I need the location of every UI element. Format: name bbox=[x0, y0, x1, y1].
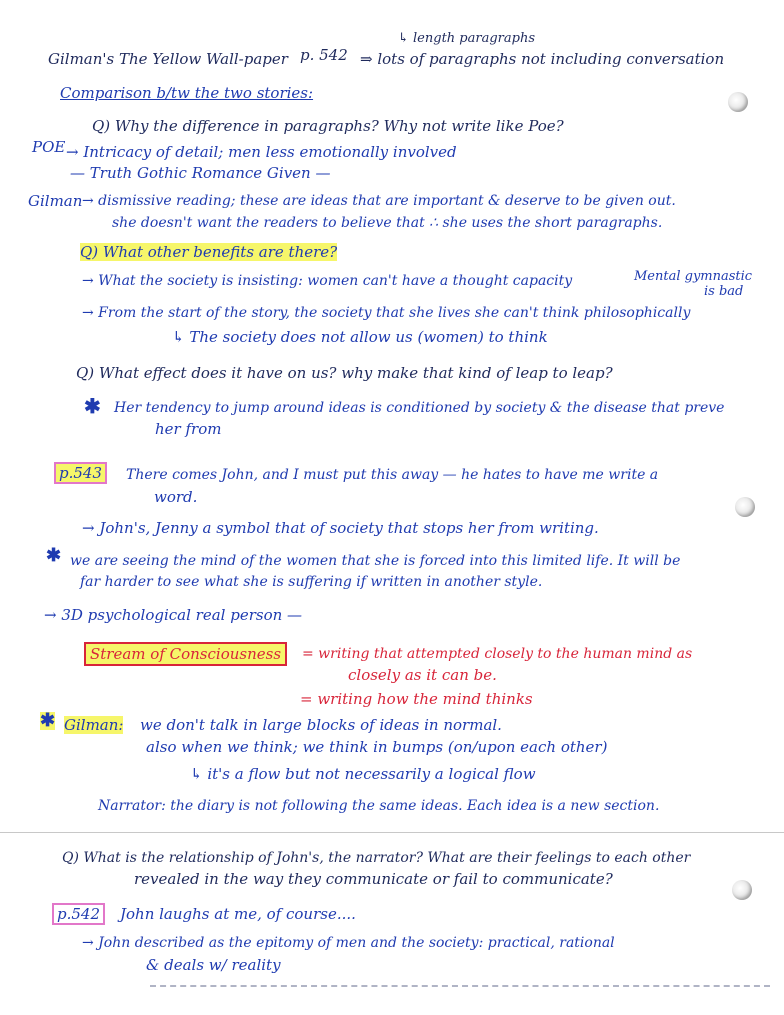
section-heading: Comparison b/tw the two stories: bbox=[60, 84, 314, 102]
note-line: ↳ The society does not allow us (women) to think bbox=[172, 328, 548, 346]
star-icon: ✱ bbox=[40, 710, 56, 731]
hole-punch-icon bbox=[732, 880, 752, 900]
note-label: Gilman bbox=[28, 192, 83, 210]
note-line: → What the society is insisting: women can't have a thought capacity bbox=[82, 273, 573, 289]
cut-off-line bbox=[150, 985, 770, 987]
margin-note: Mental gymnastic bbox=[634, 269, 753, 284]
note-line: ↳ length paragraphs bbox=[398, 31, 535, 46]
page-divider bbox=[0, 832, 784, 833]
note-line: she doesn't want the readers to believe that ∴ she uses the short paragraphs. bbox=[112, 215, 663, 231]
question-line: Q) What other benefits are there? bbox=[80, 243, 338, 261]
page-reference: p.543 bbox=[54, 462, 107, 484]
question-line: Q) What effect does it have on us? why make that kind of leap to leap? bbox=[76, 364, 613, 382]
note-line: her from bbox=[155, 420, 222, 438]
quote-line: There comes John, and I must put this away — he hates to have me write a bbox=[126, 467, 659, 483]
note-line: → 3D psychological real person — bbox=[44, 606, 303, 624]
note-line: ↳ it's a flow but not necessarily a logical flow bbox=[190, 765, 536, 783]
question-line: Q) What is the relationship of John's, the narrator? What are their feelings to each other bbox=[62, 850, 691, 866]
page-reference: p. 542 bbox=[300, 46, 348, 64]
note-line: also when we think; we think in bumps (on/upon each other) bbox=[146, 738, 608, 756]
definition-line: = writing how the mind thinks bbox=[300, 690, 533, 708]
star-icon: ✱ bbox=[46, 545, 62, 566]
note-line: — Truth Gothic Romance Given — bbox=[70, 164, 331, 182]
quote-line: John laughs at me, of course.... bbox=[120, 905, 356, 923]
note-line: we don't talk in large blocks of ideas in normal. bbox=[140, 716, 502, 734]
margin-note: is bad bbox=[704, 284, 744, 299]
definition-line: = writing that attempted closely to the human mind as bbox=[302, 646, 693, 662]
note-line: ⇒ lots of paragraphs not including conversation bbox=[360, 50, 725, 68]
page-reference: p.542 bbox=[52, 903, 105, 925]
quote-line: word. bbox=[154, 488, 198, 506]
question-line: revealed in the way they communicate or fail to communicate? bbox=[134, 870, 613, 888]
definition-line: closely as it can be. bbox=[348, 666, 497, 684]
star-icon: ✱ bbox=[84, 394, 101, 418]
note-line: we are seeing the mind of the women that she is forced into this limited life. It will be bbox=[70, 553, 681, 569]
note-line: Her tendency to jump around ideas is conditioned by society & the disease that preve bbox=[114, 400, 725, 416]
note-line: Narrator: the diary is not following the same ideas. Each idea is a new section. bbox=[98, 798, 660, 814]
note-line: & deals w/ reality bbox=[146, 956, 281, 974]
note-line: Gilman's The Yellow Wall-paper bbox=[48, 50, 288, 68]
question-line: Q) Why the difference in paragraphs? Why not write like Poe? bbox=[92, 117, 564, 135]
note-line: → From the start of the story, the society that she lives she can't think philosophically bbox=[82, 305, 691, 321]
note-label: POE bbox=[32, 138, 66, 156]
note-line: → Intricacy of detail; men less emotionally involved bbox=[66, 143, 457, 161]
hole-punch-icon bbox=[735, 497, 755, 517]
note-label: Gilman: bbox=[64, 716, 124, 734]
hole-punch-icon bbox=[728, 92, 748, 112]
key-term-box: Stream of Consciousness bbox=[84, 642, 287, 666]
note-line: → John described as the epitomy of men and the society: practical, rational bbox=[82, 935, 615, 951]
note-line: → dismissive reading; these are ideas that are important & deserve to be given out. bbox=[82, 193, 676, 209]
note-line: far harder to see what she is suffering if written in another style. bbox=[80, 574, 543, 590]
note-line: → John's, Jenny a symbol that of society that stops her from writing. bbox=[82, 519, 599, 537]
